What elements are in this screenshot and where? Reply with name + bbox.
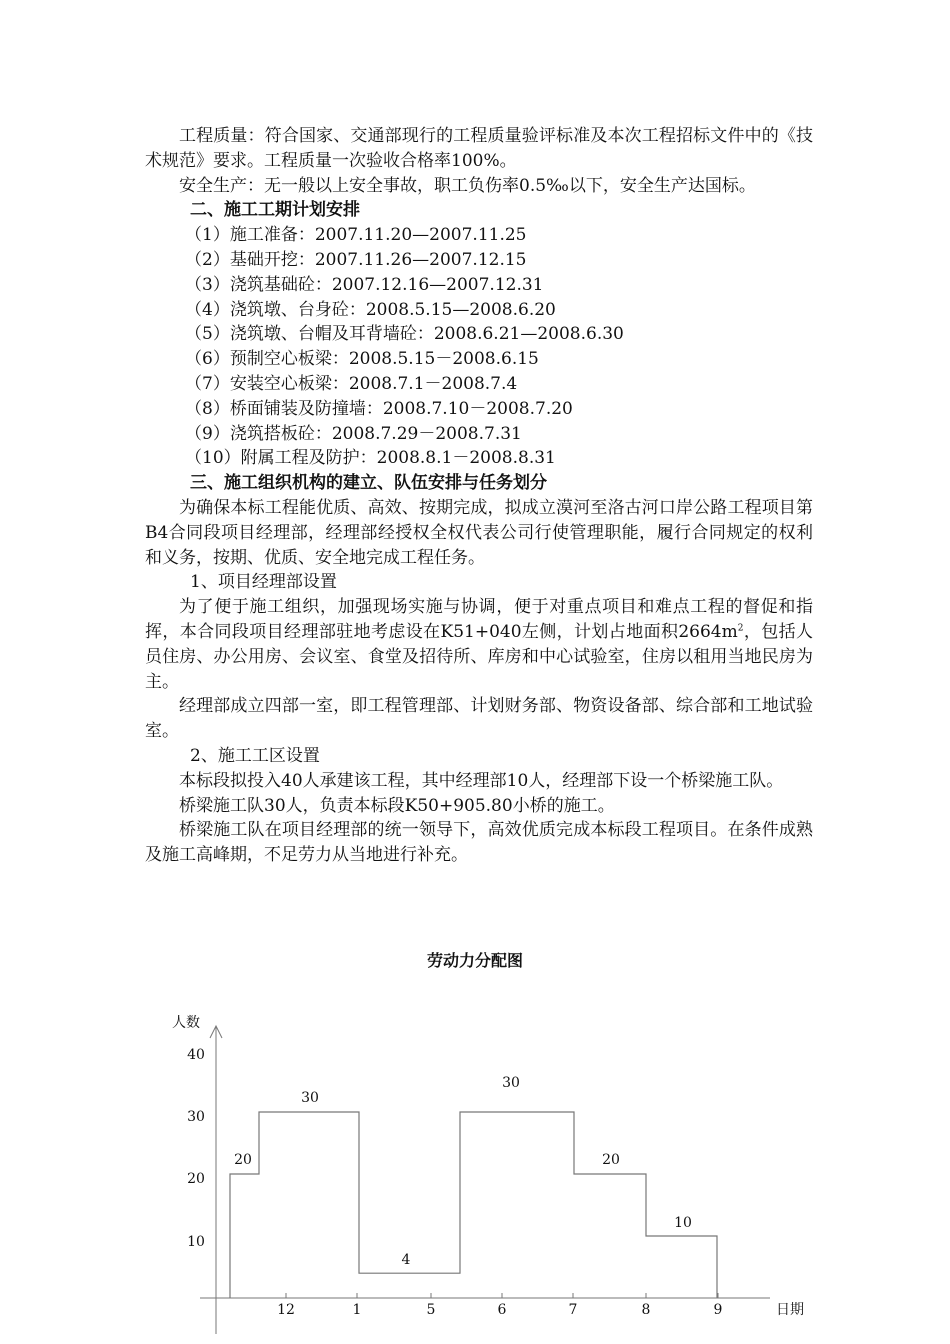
step-value-label: 10 bbox=[674, 1215, 692, 1231]
schedule-item: （9）浇筑搭板砼：2008.7.29－2008.7.31 bbox=[185, 423, 522, 444]
section2-heading: 二、施工工期计划安排 bbox=[190, 200, 360, 221]
chart-title: 劳动力分配图 bbox=[426, 951, 523, 970]
subsection2-paragraph2: 桥梁施工队30人，负责本标段K50+905.80小桥的施工。 bbox=[179, 795, 615, 816]
step-value-label: 4 bbox=[401, 1252, 411, 1269]
step-value-label: 20 bbox=[602, 1152, 620, 1168]
x-axis-label: 日期 bbox=[776, 1302, 804, 1318]
x-tick-label: 12 bbox=[277, 1302, 295, 1318]
y-axis-label: 人数 bbox=[172, 1015, 200, 1031]
step-value-label: 20 bbox=[234, 1152, 252, 1168]
schedule-item: （3）浇筑基础砼：2007.12.16—2007.12.31 bbox=[185, 274, 544, 295]
schedule-item: （4）浇筑墩、台身砼：2008.5.15—2008.6.20 bbox=[185, 299, 556, 320]
safety-paragraph: 安全生产：无一般以上安全事故，职工负伤率0.5‰以下，安全生产达国标。 bbox=[179, 175, 756, 196]
y-tick-label: 40 bbox=[187, 1047, 205, 1063]
subsection1-text-b: ，包括人员住房、办公用房、会议室、食堂及招待所、库房和中心试验室，住房以租用当地民房为主。 bbox=[145, 621, 813, 692]
step-value-label: 30 bbox=[502, 1075, 520, 1091]
x-tick-label: 6 bbox=[497, 1302, 507, 1318]
schedule-item: （8）桥面铺装及防撞墙：2008.7.10－2008.7.20 bbox=[185, 398, 573, 419]
labor-step-line bbox=[230, 1112, 717, 1298]
y-tick-label: 10 bbox=[187, 1234, 205, 1250]
x-tick-label: 7 bbox=[568, 1302, 578, 1318]
x-tick-label: 9 bbox=[713, 1302, 723, 1318]
subsection2-title: 2、施工工区设置 bbox=[190, 745, 320, 766]
subsection1-text-a: 为了便于施工组织，加强现场实施与协调，便于对重点项目和难点工程的督促和指挥，本合同段项目经理部驻地考虑设在K51+040左侧，计划占地面积2664m bbox=[145, 597, 813, 642]
schedule-item: （2）基础开挖：2007.11.26—2007.12.15 bbox=[185, 249, 527, 270]
schedule-item: （10）附属工程及防护：2008.8.1－2008.8.31 bbox=[185, 448, 556, 469]
y-tick-label: 20 bbox=[187, 1171, 205, 1187]
subsection2-paragraph3: 桥梁施工队在项目经理部的统一领导下，高效优质完成本标段工程项目。在条件成熟及施工高峰期，不足劳力从当地进行补充。 bbox=[145, 820, 813, 866]
subsection1-paragraph2: 经理部成立四部一室，即工程管理部、计划财务部、物资设备部、综合部和工地试验室。 bbox=[145, 696, 813, 742]
x-tick-label: 1 bbox=[352, 1302, 362, 1318]
y-tick-label: 30 bbox=[187, 1109, 205, 1125]
quality-paragraph: 工程质量：符合国家、交通部现行的工程质量验评标准及本次工程招标文件中的《技术规范》要求。工程质量一次验收合格率100%。 bbox=[145, 126, 813, 171]
x-tick-label: 8 bbox=[641, 1302, 651, 1318]
step-value-label: 30 bbox=[301, 1090, 319, 1106]
schedule-item: （5）浇筑墩、台帽及耳背墙砼：2008.6.21—2008.6.30 bbox=[185, 324, 624, 345]
area-unit-superscript: 2 bbox=[737, 623, 744, 634]
schedule-item: （6）预制空心板梁：2008.5.15－2008.6.15 bbox=[185, 349, 539, 370]
subsection1-title: 1、项目经理部设置 bbox=[190, 572, 337, 593]
schedule-item: （7）安装空心板梁：2008.7.1－2008.7.4 bbox=[185, 373, 518, 394]
x-tick-label: 5 bbox=[426, 1302, 436, 1318]
section3-intro: 为确保本标工程能优质、高效、按期完成，拟成立漠河至洛古河口岸公路工程项目第B4合同段项目经理部，经理部经授权全权代表公司行使管理职能，履行合同规定的权利和义务，按期、优质、安全地完成工程任务。 bbox=[145, 497, 813, 568]
schedule-item: （1）施工准备：2007.11.20—2007.11.25 bbox=[185, 225, 527, 246]
section3-heading: 三、施工组织机构的建立、队伍安排与任务划分 bbox=[190, 473, 547, 494]
subsection2-paragraph1: 本标段拟投入40人承建该工程，其中经理部10人，经理部下设一个桥梁施工队。 bbox=[179, 770, 784, 791]
